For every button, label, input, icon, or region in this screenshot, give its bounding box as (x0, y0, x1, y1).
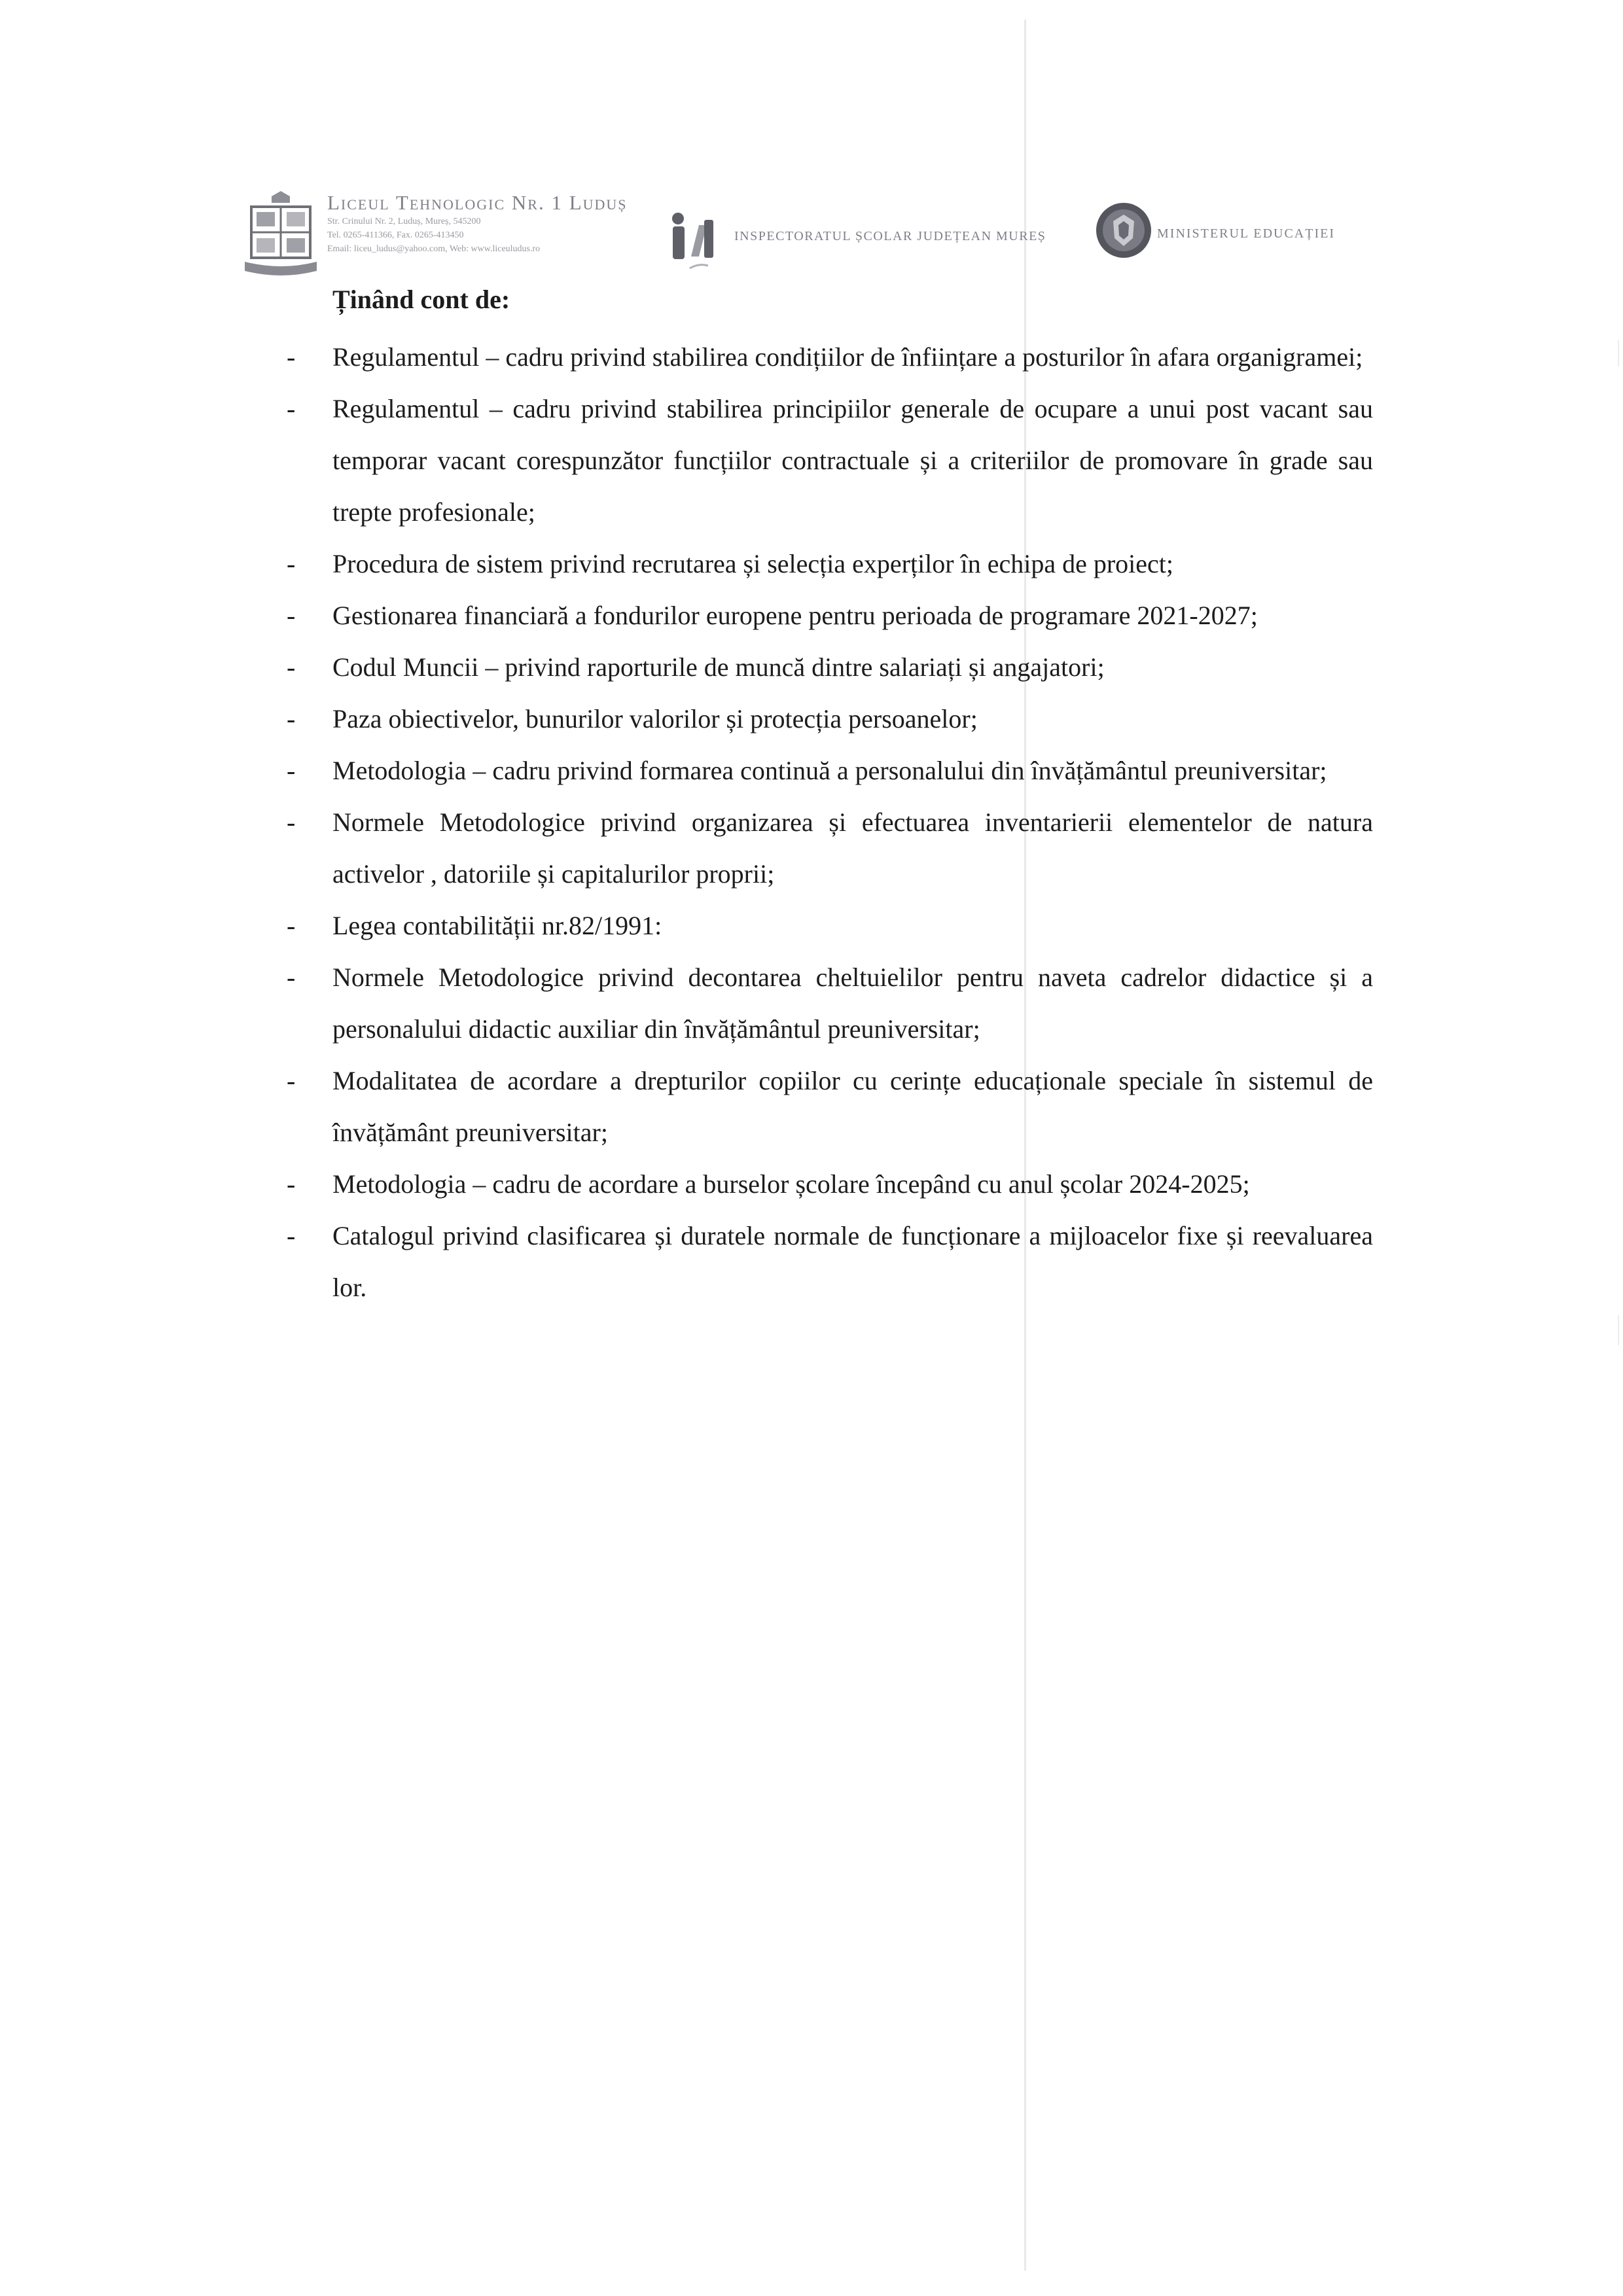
ministry-crest-icon (1095, 202, 1152, 259)
list-bullet: - (287, 911, 296, 940)
list-bullet: - (287, 1221, 296, 1250)
list-item (287, 1158, 1373, 1210)
school-email-web: Email: liceu_ludus@yahoo.com, Web: www.liceuludus.ro (327, 244, 541, 254)
scan-edge-mark (1618, 340, 1619, 366)
list-item-text: Metodologia – cadru de acordare a burselor școlare începând cu anul școlar 2024-2025; (332, 1169, 1250, 1199)
list-item (287, 745, 1373, 796)
school-name: Liceul Tehnologic Nr. 1 Luduș (327, 191, 628, 214)
list-item (287, 1210, 1373, 1313)
list-item-text: Codul Muncii – privind raporturile de muncă dintre salariați și angajatori; (332, 652, 1105, 682)
list-item-text: Catalogul privind clasificarea și duratele normale de funcționare a mijloacelor fixe și reevaluarea lor. (332, 1221, 1373, 1302)
list-bullet: - (287, 342, 296, 372)
school-info (327, 191, 890, 256)
document-body (287, 280, 1373, 1313)
school-phone-fax: Tel. 0265-411366, Fax. 0265-413450 (327, 230, 464, 240)
list-item (287, 641, 1373, 693)
list-bullet: - (287, 652, 296, 682)
inspectorate-logo-icon (661, 211, 720, 271)
intro-heading: Ținând cont de: (332, 285, 510, 314)
list-item (287, 1055, 1373, 1158)
list-item-text: Regulamentul – cadru privind stabilirea condițiilor de înființare a posturilor în afara organigramei; (332, 342, 1363, 372)
list-item-text: Paza obiectivelor, bunurilor valorilor și protecția persoanelor; (332, 704, 978, 733)
letterhead (242, 185, 1368, 289)
list-item-text: Modalitatea de acordare a drepturilor copiilor cu cerințe educaționale speciale în sistemul de învățământ preuniversitar; (332, 1066, 1373, 1147)
list-item (287, 796, 1373, 900)
list-item (287, 331, 1373, 383)
list-item (287, 951, 1373, 1055)
list-item-text: Metodologia – cadru privind formarea continuă a personalului din învățământul preuniversitar; (332, 756, 1327, 785)
scan-edge-mark (1618, 1315, 1619, 1345)
list-bullet: - (287, 549, 296, 578)
list-bullet: - (287, 1169, 296, 1199)
list-item-text: Normele Metodologice privind decontarea cheltuielilor pentru naveta cadrelor didactice și a personalului didactic auxiliar din învățământul preuniversitar; (332, 963, 1373, 1044)
list-bullet: - (287, 1066, 296, 1095)
list-item-text: Gestionarea financiară a fondurilor europene pentru perioada de programare 2021-2027; (332, 601, 1258, 630)
list-bullet: - (287, 963, 296, 992)
list-bullet: - (287, 756, 296, 785)
regulations-list (287, 331, 1373, 1313)
list-item (287, 383, 1373, 538)
list-item-text: Procedura de sistem privind recrutarea și selecția experților în echipa de proiect; (332, 549, 1174, 578)
list-item-text: Normele Metodologice privind organizarea și efectuarea inventarierii elementelor de natura activelor , datoriile și capitalurilor proprii; (332, 807, 1373, 889)
school-crest-icon (242, 190, 319, 281)
list-item-text: Regulamentul – cadru privind stabilirea principiilor generale de ocupare a unui post vacant sau temporar vacant corespunzător funcțiilor contractuale și a criteriilor de promovare în grade sau trepte profesionale; (332, 394, 1373, 527)
list-item (287, 900, 1373, 951)
list-bullet: - (287, 807, 296, 837)
list-item (287, 590, 1373, 641)
list-bullet: - (287, 394, 296, 423)
list-bullet: - (287, 601, 296, 630)
ministry-name: MINISTERUL EDUCAȚIEI (1157, 226, 1336, 241)
list-item (287, 538, 1373, 590)
list-bullet: - (287, 704, 296, 733)
school-address: Str. Crinului Nr. 2, Luduș, Mureș, 545200 (327, 217, 481, 226)
list-item (287, 693, 1373, 745)
inspectorate-name: INSPECTORATUL ȘCOLAR JUDEȚEAN MUREȘ (734, 229, 1046, 243)
list-item-text: Legea contabilității nr.82/1991: (332, 911, 662, 940)
